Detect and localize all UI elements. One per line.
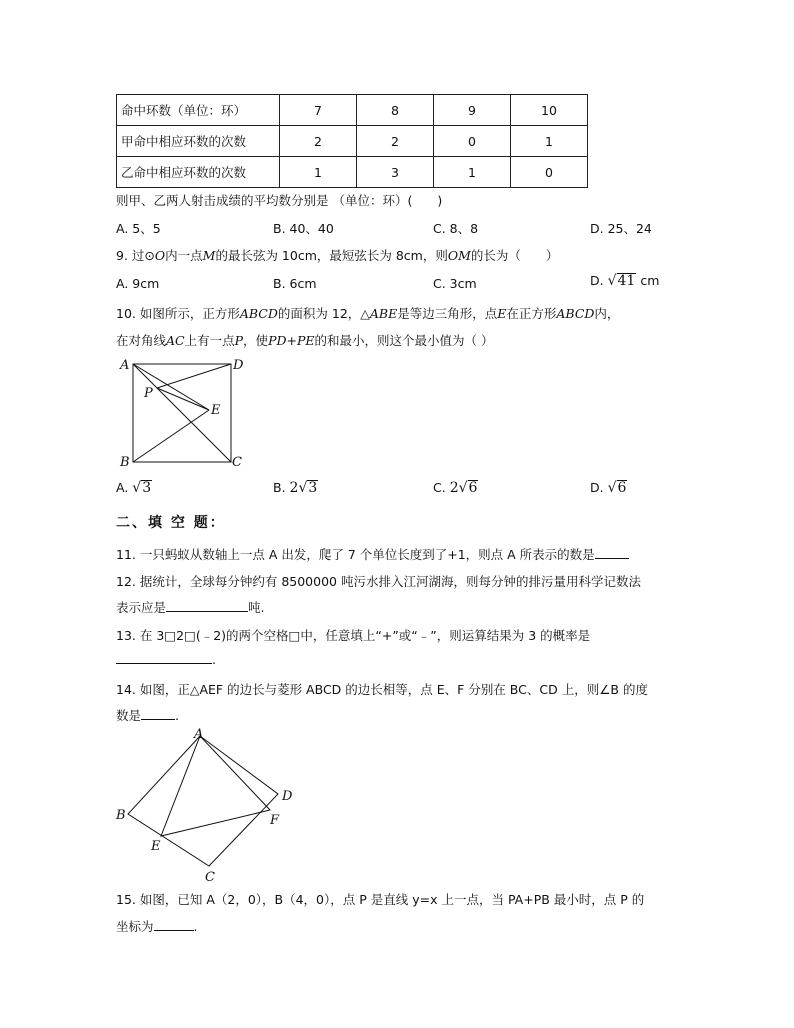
label-b: B (116, 808, 126, 823)
q9-text: 的长为（ ） (470, 248, 559, 263)
label-f: F (270, 813, 280, 828)
q9-var-om: OM (447, 248, 471, 263)
q14-text: 数是 (116, 708, 142, 723)
table-cell: 0 (511, 157, 588, 188)
q10-var: ABCD (556, 306, 595, 321)
label-a: A (194, 727, 204, 742)
q8-option-a: A. 5、5 (116, 221, 161, 236)
q10-var: ABCD (239, 306, 278, 321)
q10-var: PD+PE (268, 333, 315, 348)
q10-line-2 (116, 331, 494, 349)
q10-option-a (116, 480, 152, 496)
triangle-aef (161, 736, 270, 836)
label-d: D (282, 789, 293, 804)
q10-square-figure (112, 352, 252, 472)
q10-text: ，使 (243, 333, 269, 348)
label-c: C (205, 870, 215, 882)
q8-option-b: B. 40、40 (273, 221, 334, 236)
q10-option-b (273, 480, 318, 496)
table-cell: 0 (434, 126, 511, 157)
q13-text: . (212, 652, 216, 667)
q9-option-c: C. 3cm (433, 276, 477, 291)
answer-blank[interactable] (166, 611, 248, 612)
table-cell: 1 (511, 126, 588, 157)
q9-text: 内一点 (165, 248, 203, 263)
radicand: 3 (142, 480, 152, 496)
table-cell: 9 (434, 95, 511, 126)
label-a: A (120, 358, 130, 373)
radicand: 6 (468, 480, 478, 496)
table-header-row (117, 95, 588, 126)
table-cell: 3 (357, 157, 434, 188)
option-label: B. (273, 480, 286, 495)
table-cell: 甲命中相应环数的次数 (117, 126, 280, 157)
table-cell: 1 (434, 157, 511, 188)
sqrt-expression: √3 (132, 480, 152, 496)
table-cell: 2 (357, 126, 434, 157)
coefficient: 2 (289, 480, 299, 496)
radicand: 3 (308, 480, 318, 496)
q10-text: 内， (594, 306, 620, 321)
q15-text: 坐标为 (116, 919, 154, 934)
table-cell: 10 (511, 95, 588, 126)
table-cell: 命中环数（单位：环） (117, 95, 280, 126)
q10-var: E (497, 306, 507, 321)
q8-option-d: D. 25、24 (590, 221, 652, 236)
q14-rhombus-figure (110, 726, 310, 882)
q10-var: AC (166, 333, 185, 348)
q11-text: 11. 一只蚂蚁从数轴上一点 A 出发，爬了 7 个单位长度到了+1，则点 A 所表示的数是 (116, 547, 595, 562)
q8-stem: 则甲、乙两人射击成绩的平均数分别是 （单位：环）( ) (116, 193, 443, 208)
q15-text: . (193, 919, 198, 934)
sqrt-expression: √41 (607, 273, 636, 289)
q14-text: . (175, 708, 179, 723)
segment-pd (157, 364, 231, 388)
q10-text: 在正方形 (506, 306, 557, 321)
label-c: C (232, 455, 242, 470)
q10-text: 的和最小，则这个最小值为（ ） (314, 333, 494, 348)
q13-line-2 (116, 652, 216, 667)
q9-option-d (590, 273, 659, 289)
q10-var: P (234, 333, 244, 348)
radicand: 6 (617, 480, 627, 496)
q10-text: 的面积为 12，△ (277, 306, 370, 321)
q14-line-1: 14. 如图，正△AEF 的边长与菱形 ABCD 的边长相等，点 E、F 分别在 BC、CD 上，则∠B 的度 (116, 682, 648, 697)
q10-option-d (590, 480, 627, 496)
q10-text: 是等边三角形，点 (397, 306, 498, 321)
answer-blank[interactable] (154, 930, 194, 931)
label-b: B (120, 455, 130, 470)
answer-blank[interactable] (595, 558, 629, 559)
q9-text: 9. 过⊙ (116, 248, 155, 263)
q10-line-1 (116, 304, 619, 322)
sqrt-expression: 2√6 (449, 480, 478, 496)
option-label: C. (433, 480, 446, 495)
coefficient: 2 (449, 480, 459, 496)
answer-blank[interactable] (116, 663, 212, 664)
q12-line-1: 12. 据统计，全球每分钟约有 8500000 吨污水排入江河湖海，则每分钟的排污量用科学记数法 (116, 574, 641, 589)
label-p: P (144, 386, 153, 401)
sqrt-expression: 2√3 (289, 480, 318, 496)
label-e: E (211, 403, 221, 418)
q15-line-1: 15. 如图，已知 A（2，0），B（4，0），点 P 是直线 y=x 上一点，当 PA+PB 最小时，点 P 的 (116, 892, 645, 907)
option-label: A. (116, 480, 129, 495)
label-e: E (151, 839, 161, 854)
q9-var-m: M (202, 248, 216, 263)
q10-text: 10. 如图所示，正方形 (116, 306, 240, 321)
q9-text: 的最长弦为 10cm，最短弦长为 8cm，则 (215, 248, 448, 263)
q12-line-2 (116, 598, 265, 616)
table-cell: 2 (280, 126, 357, 157)
section-title: 二、填 空 题： (116, 515, 226, 531)
q10-var: ABE (369, 306, 398, 321)
q9-option-d-unit: cm (640, 273, 660, 288)
score-table (116, 94, 588, 188)
q15-line-2 (116, 917, 198, 935)
table-cell: 8 (357, 95, 434, 126)
q9-option-b: B. 6cm (273, 276, 317, 291)
q12-text: 吨. (248, 600, 265, 615)
q9-option-a: A. 9cm (116, 276, 160, 291)
table-cell: 乙命中相应环数的次数 (117, 157, 280, 188)
q9-var-o: O (154, 248, 166, 263)
segment-pe (157, 388, 209, 410)
answer-blank[interactable] (141, 719, 175, 720)
q13-line-1: 13. 在 3□2□(﹣2)的两个空格□中，任意填上“+”或“﹣”，则运算结果为 3 的概率是 (116, 628, 591, 643)
q10-text: 上有一点 (184, 333, 235, 348)
q11 (116, 545, 629, 563)
radicand: 41 (617, 273, 636, 289)
q9-option-d-label: D. (590, 273, 604, 288)
label-d: D (233, 358, 244, 373)
q10-text: 在对角线 (116, 333, 167, 348)
q9-stem (116, 246, 558, 264)
q14-line-2 (116, 706, 179, 724)
table-row (117, 126, 588, 157)
sqrt-expression: √6 (607, 480, 627, 496)
option-label: D. (590, 480, 604, 495)
q8-option-c: C. 8、8 (433, 221, 479, 236)
q12-text: 表示应是 (116, 600, 167, 615)
q10-option-c (433, 480, 478, 496)
segment-be (133, 410, 209, 462)
table-cell: 7 (280, 95, 357, 126)
table-cell: 1 (280, 157, 357, 188)
table-row (117, 157, 588, 188)
